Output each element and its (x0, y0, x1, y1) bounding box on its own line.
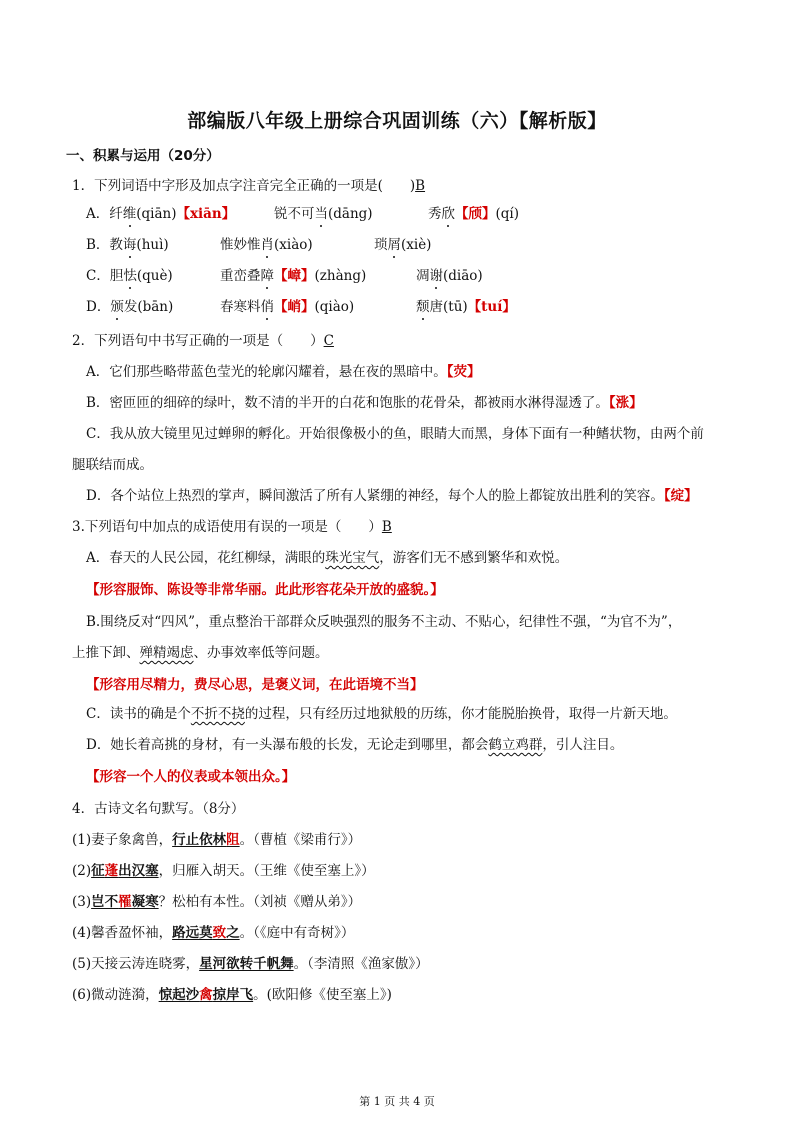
q4-line-5: (5)天接云涛连晓雾，星河欲转千帆舞。（李清照《渔家傲》） (72, 956, 429, 972)
q3-option-b-line1: B.围绕反对“四风”，重点整治干部群众反映强烈的服务不主动、不贴心，纪律性不强，“为官不为”， (86, 614, 682, 630)
q3-option-a: A．春天的人民公园，花红柳绿，满眼的珠光宝气，游客们无不感到繁华和欢悦。 (86, 550, 569, 566)
section-heading: 一、积累与运用（20分） (66, 148, 220, 164)
question-2-stem: 2．下列语句中书写正确的一项是（ ）C (72, 333, 334, 349)
q4-line-2: (2)征蓬出汉塞，归雁入胡天。（王维《使至塞上》） (72, 863, 375, 879)
question-2-answer: C (323, 333, 334, 349)
q3-option-b-line2: 上推下卸、殚精竭虑、办事效率低等问题。 (72, 645, 329, 661)
q2-option-c-line2: 腿联结而成。 (72, 457, 153, 473)
q3-note-b: 【形容用尽精力，费尽心思，是褒义词，在此语境不当】 (86, 677, 424, 693)
q1-option-d: D．颁发(bān) 春寒料俏【峭】(qiào) 颓唐(tū)【tuí】 (86, 299, 516, 315)
question-3-answer: B (381, 519, 392, 535)
q4-line-6: (6)微动涟漪，惊起沙禽掠岸飞。(欧阳修《使至塞上》) (72, 987, 392, 1003)
q1-option-c: C．胆怯(què) 重峦叠障【嶂】(zhàng) 凋谢(diāo) (86, 268, 483, 284)
question-1-stem (72, 177, 425, 195)
q4-line-1: (1)妻子象禽兽，行止依林阻。（曹植《梁甫行》） (72, 832, 362, 848)
q3-note-a: 【形容服饰、陈设等非常华丽。此此形容花朵开放的盛貌。】 (86, 582, 444, 598)
question-3-stem: 3.下列语句中加点的成语使用有误的一项是（ ）B (72, 519, 392, 535)
q3-note-d: 【形容一个人的仪表或本领出众。】 (86, 769, 296, 785)
q4-line-3: (3)岂不罹凝寒？松柏有本性。（刘祯《赠从弟》） (72, 894, 362, 910)
q3-option-d: D．她长着高挑的身材，有一头瀑布般的长发，无论走到哪里，都会鹤立鸡群，引人注目。 (86, 737, 624, 753)
question-1-answer: B (415, 178, 426, 194)
question-1-text: 1．下列词语中字形及加点字注音完全正确的一项是( ) (72, 178, 416, 194)
q2-option-c-line1: C．我从放大镜里见过蝉卵的孵化。开始很像极小的鱼，眼睛大而黑，身体下面有一种鳍状物，由两个前 (86, 426, 704, 442)
question-4-stem: 4．古诗文名句默写。（8分） (72, 801, 245, 817)
page-footer: 第 1 页 共 4 页 (359, 1095, 435, 1108)
page-title: 部编版八年级上册综合巩固训练（六）【解析版】 (187, 110, 607, 132)
q1-option-a: A．纤维(qiān)【xiān】 锐不可当(dāng) 秀欣【颀】(qí) (86, 206, 519, 222)
q4-line-4: (4)馨香盈怀袖，路远莫致之。（《庭中有奇树》） (72, 925, 355, 941)
q2-option-b: B．密匝匝的细碎的绿叶，数不清的半开的白花和饱胀的花骨朵，都被雨水淋得湿透了。【涨】 (86, 395, 643, 411)
q1-option-b: B．教诲(huì) 惟妙惟肖(xiào) 琐屑(xiè) (86, 237, 432, 253)
q2-option-a: A．它们那些略带蓝色莹光的轮廓闪耀着，悬在夜的黑暗中。【荧】 (86, 364, 481, 380)
q2-option-d: D．各个站位上热烈的掌声，瞬间激活了所有人紧绷的神经，每个人的脸上都锭放出胜利的笑容。【绽】 (86, 488, 698, 504)
q3-option-c: C．读书的确是个不折不挠的过程，只有经历过地狱般的历练，你才能脱胎换骨，取得一片新天地。 (86, 706, 677, 722)
